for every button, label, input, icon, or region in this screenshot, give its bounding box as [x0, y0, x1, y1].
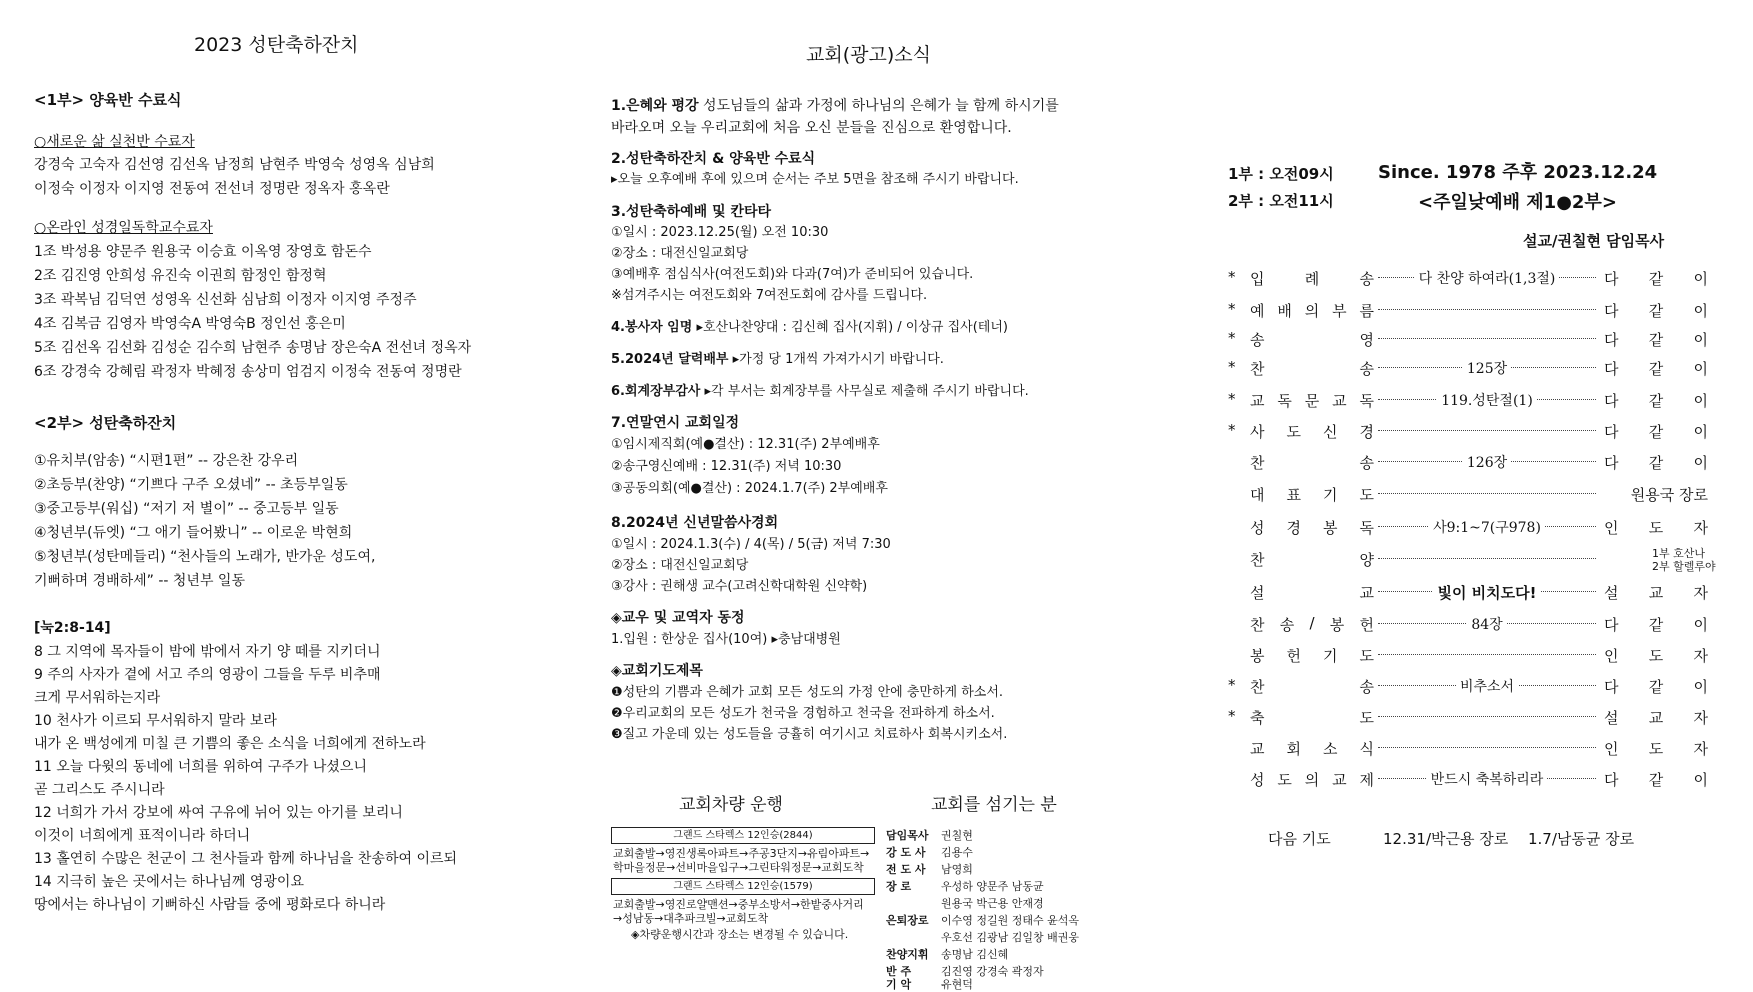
notice-3-line: ③예배후 점심식사(여전도회)와 다과(7여)가 준비되어 있습니다.	[611, 267, 974, 282]
vehicle-route-2: 교회출발→영진로얄맨션→중부소방서→한밭중사거리	[613, 898, 864, 911]
required-star: *	[1228, 329, 1236, 347]
servant-names: 김용수	[941, 846, 973, 859]
servant-names: 원용국 박근용 안재경	[941, 897, 1044, 910]
worship-order-row	[1228, 614, 1718, 636]
notice-8-line: ②장소 : 대전신일교회당	[611, 558, 749, 573]
servant-names: 우호선 김광남 김일창 배권웅	[941, 931, 1080, 944]
notice-7-line: ①임시제직회(예●결산) : 12.31(주) 2부예배후	[611, 437, 880, 452]
scripture-line: 13 홀연히 수많은 천군이 그 천사들과 함께 하나님을 찬송하여 이르되	[34, 851, 458, 867]
required-star: *	[1228, 390, 1236, 408]
servant-role: 기 악	[886, 978, 912, 991]
preacher: 설교/권칠현 담임목사	[1523, 232, 1665, 250]
dotted-leader	[1378, 338, 1596, 339]
scripture-line: 12 너희가 가서 강보에 싸여 구유에 뉘어 있는 아기를 보리니	[34, 805, 403, 821]
dotted-leader	[1378, 716, 1596, 717]
scripture-line: 8 그 지역에 목자들이 밤에 밖에서 자기 양 떼를 지키더니	[34, 644, 381, 660]
prayer-line: ❷우리교회의 모든 성도가 천국을 경험하고 천국을 전파하게 하소서.	[611, 706, 995, 721]
worship-order-row	[1228, 484, 1718, 506]
worship-item: 대 표 기 도	[1250, 486, 1374, 504]
service-time-2: 2부 : 오전11시	[1228, 192, 1334, 210]
worship-leader: 다 같 이	[1604, 360, 1708, 378]
notice-4-text: ▸호산나찬양대 : 김신혜 집사(지휘) / 이상규 집사(테너)	[692, 320, 1008, 335]
scripture-line: 내가 온 백성에게 미칠 큰 기쁨의 좋은 소식을 너희에게 전하노라	[34, 736, 426, 752]
servant-names: 김진영 강경숙 곽정자	[941, 965, 1044, 978]
vehicle-box-1: 그랜드 스타렉스 12인승(2844)	[611, 827, 875, 844]
online-line: 2조 김진영 안희성 유진숙 이권희 함정인 함정혁	[34, 268, 327, 284]
worship-item: 성 도 의 교 제	[1250, 771, 1374, 789]
notice-1	[611, 97, 1059, 115]
required-star: *	[1228, 676, 1236, 694]
notice-5-title: 5.2024년 달력배부	[611, 352, 729, 367]
notice-6-title: 6.회계장부감사	[611, 384, 701, 399]
scripture-line: 9 주의 사자가 곁에 서고 주의 영광이 그들을 두루 비추매	[34, 667, 381, 683]
worship-order-row	[1228, 676, 1718, 698]
worship-order-row	[1228, 517, 1718, 539]
servant-names: 이수영 정길원 정태수 윤석옥	[941, 914, 1080, 927]
servant-names: 송명남 김신혜	[941, 948, 1009, 961]
worship-item: 설 교	[1250, 584, 1374, 602]
worship-detail: 다 찬양 하여라(1,3절)	[1378, 268, 1596, 288]
worship-item: 교 독 문 교 독	[1250, 392, 1374, 410]
notice-2-text: ▸오늘 오후예배 후에 있으며 순서는 주보 5면을 참조해 주시기 바랍니다.	[611, 172, 1019, 187]
online-line: 4조 김복금 김영자 박영숙A 박영숙B 정인선 홍은미	[34, 316, 346, 332]
notice-3-line: ①일시 : 2023.12.25(월) 오전 10:30	[611, 225, 829, 240]
scripture-line: 10 천사가 이르되 무서워하지 말라 보라	[34, 713, 277, 729]
worship-leader: 다 같 이	[1604, 392, 1708, 410]
notice-3-line: ※섬겨주시는 여전도회와 7여전도회에 감사를 드립니다.	[611, 288, 928, 303]
worship-item: 찬 송	[1250, 454, 1374, 472]
online-line: 1조 박성용 양문주 원용국 이승효 이옥영 장영호 함돈수	[34, 244, 372, 260]
servant-role: 장 로	[886, 880, 912, 893]
dotted-leader	[1378, 430, 1596, 431]
worship-order-row	[1228, 738, 1718, 760]
scripture-line: 곧 그리스도 주시니라	[34, 782, 165, 798]
servant-role: 찬양지휘	[886, 948, 929, 961]
worship-order-row	[1228, 300, 1718, 322]
scripture-line: 이것이 너희에게 표적이니라 하더니	[34, 828, 251, 844]
worship-leader: 설 교 자	[1604, 709, 1708, 727]
scripture-ref: [눅2:8-14]	[34, 620, 111, 636]
worship-item: 송 영	[1250, 331, 1374, 349]
program-line: ①유치부(암송) “시편1편” -- 강은찬 강우리	[34, 453, 299, 469]
worship-detail: 125장	[1378, 358, 1596, 378]
notice-6-text: ▸각 부서는 회계장부를 사무실로 제출해 주시기 바랍니다.	[700, 384, 1029, 399]
worship-order-row	[1228, 769, 1718, 791]
worship-item: 봉 헌 기 도	[1250, 647, 1374, 665]
prayer-line: ❸질고 가운데 있는 성도들을 긍휼히 여기시고 치료하사 회복시키소서.	[611, 727, 1008, 742]
worship-leader: 원용국 장로	[1630, 486, 1708, 504]
servant-names: 남영희	[941, 863, 973, 876]
required-star: *	[1228, 421, 1236, 439]
notice-5-text: ▸가정 당 1개씩 가져가시기 바랍니다.	[728, 352, 944, 367]
worship-item: 축 도	[1250, 709, 1374, 727]
dotted-leader	[1378, 747, 1596, 748]
notice-7-line: ②송구영신예배 : 12.31(주) 저녁 10:30	[611, 459, 842, 474]
worship-leader: 다 같 이	[1604, 454, 1708, 472]
notice-4	[611, 319, 1008, 337]
notice-6	[611, 383, 1029, 401]
new-life-heading: ○새로운 삶 실천반 수료자	[34, 134, 195, 150]
required-star: *	[1228, 300, 1236, 318]
vehicle-route-2: →성남동→대추파크빌→교회도착	[613, 912, 769, 925]
servant-role: 반 주	[886, 965, 912, 978]
worship-leader: 1부 호산나 2부 할렐루야	[1652, 547, 1716, 573]
worship-item: 찬 송 / 봉 헌	[1250, 614, 1374, 634]
part2-heading: <2부> 성탄축하잔치	[34, 414, 177, 432]
servant-role: 전 도 사	[886, 863, 926, 876]
member-news-title: ◈교우 및 교역자 동정	[611, 610, 745, 626]
online-line: 6조 강경숙 강혜림 곽정자 박혜정 송상미 엄검지 이정숙 전동여 정명란	[34, 364, 462, 380]
vehicle-note: ◈차량운행시간과 장소는 변경될 수 있습니다.	[631, 928, 849, 941]
notice-8-title: 8.2024년 신년말씀사경회	[611, 515, 779, 531]
notice-3-line: ②장소 : 대전신일교회당	[611, 246, 749, 261]
worship-detail: 84장	[1378, 614, 1596, 634]
vehicle-box-2: 그랜드 스타렉스 12인승(1579)	[611, 878, 875, 895]
new-life-line: 강경숙 고숙자 김선영 김선옥 남정희 남현주 박영숙 성영옥 심남희	[34, 157, 435, 173]
online-heading: ○온라인 성경일독학교수료자	[34, 220, 213, 236]
worship-leader: 다 같 이	[1604, 678, 1708, 696]
worship-detail: 119.성탄절(1)	[1378, 390, 1596, 410]
servant-names: 우성하 양문주 남동균	[941, 880, 1044, 893]
worship-order-row	[1228, 549, 1718, 571]
worship-leader: 인 도 자	[1604, 519, 1708, 537]
next-prayer-2: 1.7/남동균 장로	[1528, 830, 1635, 848]
worship-leader: 다 같 이	[1604, 423, 1708, 441]
news-title: 교회(광고)소식	[806, 44, 931, 66]
servant-role: 은퇴장로	[886, 914, 929, 927]
worship-item: 사 도 신 경	[1250, 423, 1374, 441]
worship-leader: 설 교 자	[1604, 584, 1708, 602]
celebration-title: 2023 성탄축하잔치	[194, 34, 359, 56]
dotted-leader	[1378, 493, 1596, 494]
notice-3-title: 3.성탄축하예배 및 칸타타	[611, 204, 772, 220]
scripture-line: 14 지극히 높은 곳에서는 하나님께 영광이요	[34, 874, 304, 890]
worship-item: 찬 송	[1250, 678, 1374, 696]
worship-order-row	[1228, 390, 1718, 412]
servant-role: 강 도 사	[886, 846, 926, 859]
part1-heading: <1부> 양육반 수료식	[34, 91, 182, 109]
dotted-leader	[1378, 309, 1596, 310]
scripture-line: 땅에서는 하나님이 기뻐하신 사람들 중에 평화로다 하니라	[34, 897, 386, 913]
prayer-title: ◈교회기도제목	[611, 663, 703, 679]
worship-item: 찬 양	[1250, 551, 1374, 569]
worship-order-row	[1228, 268, 1718, 290]
service-title: <주일낮예배 제1●2부>	[1418, 192, 1617, 213]
required-star: *	[1228, 707, 1236, 725]
servants-title: 교회를 섬기는 분	[931, 795, 1057, 815]
notice-5	[611, 351, 944, 369]
program-line: ⑤청년부(성탄메들리) “천사들의 노래가, 반가운 성도여,	[34, 549, 376, 565]
required-star: *	[1228, 358, 1236, 376]
servant-names: 유현덕	[941, 978, 973, 991]
worship-order-row	[1228, 452, 1718, 474]
vehicle-title: 교회차량 운행	[679, 795, 783, 815]
worship-order-row	[1228, 329, 1718, 351]
scripture-line: 11 오늘 다윗의 동네에 너희를 위하여 구주가 나셨으니	[34, 759, 367, 775]
notice-7-title: 7.연말연시 교회일정	[611, 415, 740, 431]
online-line: 3조 곽복님 김덕연 성영옥 신선화 심남희 이정자 이지영 주정주	[34, 292, 417, 308]
notice-1-text2: 바라오며 오늘 우리교회에 처음 오신 분들을 진심으로 환영합니다.	[611, 120, 1012, 136]
notice-2-title: 2.성탄축하잔치 & 양육반 수료식	[611, 151, 816, 167]
notice-8-line: ③강사 : 권해생 교수(고려신학대학원 신약학)	[611, 579, 868, 594]
program-line: ②초등부(찬양) “기쁘다 구주 오셨네” -- 초등부일동	[34, 477, 348, 493]
dotted-leader	[1378, 558, 1596, 559]
prayer-line: ❶성탄의 기쁨과 은혜가 교회 모든 성도의 가정 안에 충만하게 하소서.	[611, 685, 1004, 700]
worship-item: 예 배 의 부 름	[1250, 302, 1374, 320]
vehicle-route-1: 교회출발→영진생록아파트→주공3단지→유림아파트→	[613, 847, 870, 860]
worship-order-row	[1228, 707, 1718, 729]
notice-7-line: ③공동의회(예●결산) : 2024.1.7(주) 2부예배후	[611, 481, 888, 496]
notice-8-line: ①일시 : 2024.1.3(수) / 4(목) / 5(금) 저녁 7:30	[611, 537, 891, 552]
program-line: ③중고등부(워십) “저기 저 별이” -- 중고등부 일동	[34, 501, 339, 517]
worship-item: 찬 송	[1250, 360, 1374, 378]
vehicle-route-1: 학마을정문→선비마을입구→그린타워정문→교회도착	[613, 861, 864, 874]
worship-leader: 다 같 이	[1604, 302, 1708, 320]
required-star: *	[1228, 268, 1236, 286]
worship-leader: 다 같 이	[1604, 270, 1708, 288]
worship-order-row	[1228, 582, 1718, 604]
program-line: ④청년부(듀엣) “그 애기 들어봤니” -- 이로운 박현희	[34, 525, 353, 541]
worship-order-row	[1228, 645, 1718, 667]
worship-order-row	[1228, 358, 1718, 380]
worship-leader: 다 같 이	[1604, 771, 1708, 789]
servant-names: 권칠현	[941, 829, 973, 842]
worship-leader: 다 같 이	[1604, 616, 1708, 634]
worship-detail: 반드시 축복하리라	[1378, 769, 1596, 789]
worship-detail: 빛이 비치도다!	[1378, 582, 1596, 603]
worship-leader: 다 같 이	[1604, 331, 1708, 349]
program-line: 기뻐하며 경배하세” -- 청년부 일동	[34, 573, 245, 589]
new-life-line: 이정숙 이정자 이지영 전동여 전선녀 정명란 정옥자 홍옥란	[34, 181, 390, 197]
worship-leader: 인 도 자	[1604, 740, 1708, 758]
notice-4-title: 4.봉사자 임명	[611, 320, 693, 335]
dotted-leader	[1378, 654, 1596, 655]
next-prayer-label: 다음 기도	[1268, 830, 1331, 848]
scripture-line: 크게 무서워하는지라	[34, 690, 161, 706]
worship-leader: 인 도 자	[1604, 647, 1708, 665]
worship-item: 성 경 봉 독	[1250, 519, 1374, 537]
servant-role: 담임목사	[886, 829, 929, 842]
online-line: 5조 김선옥 김선화 김성순 김수희 남현주 송명남 장은숙A 전선녀 정옥자	[34, 340, 472, 356]
member-news-text: 1.입원 : 한상운 집사(10여) ▸충남대병원	[611, 632, 841, 647]
worship-detail: 사9:1~7(구978)	[1378, 517, 1596, 537]
service-time-1: 1부 : 오전09시	[1228, 165, 1334, 183]
worship-item: 교 회 소 식	[1250, 740, 1374, 758]
notice-1-text: 성도님들의 삶과 가정에 하나님의 은혜가 늘 함께 하시기를	[698, 98, 1059, 114]
worship-order-row	[1228, 421, 1718, 443]
worship-detail: 비추소서	[1378, 676, 1596, 696]
since-date: Since. 1978 주후 2023.12.24	[1378, 162, 1658, 183]
next-prayer-1: 12.31/박근용 장로	[1383, 830, 1509, 848]
worship-item: 입 례 송	[1250, 270, 1374, 288]
worship-detail: 126장	[1378, 452, 1596, 472]
notice-1-title: 1.은혜와 평강	[611, 98, 699, 114]
